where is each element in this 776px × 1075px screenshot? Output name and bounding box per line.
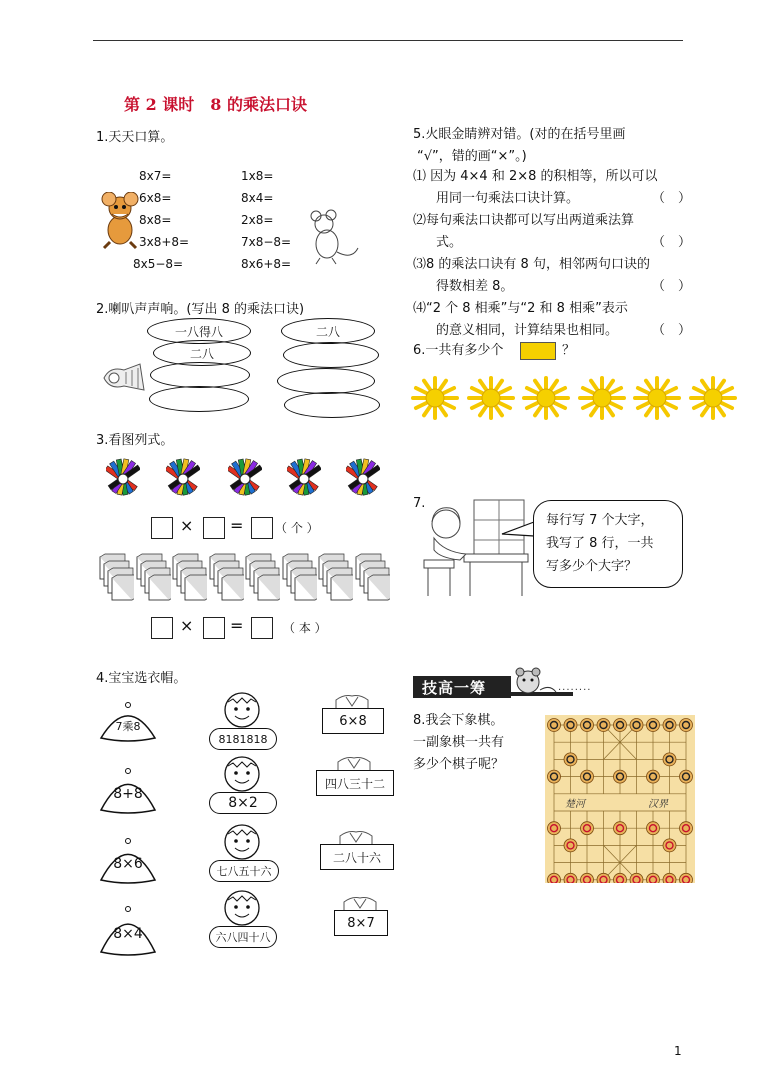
face-label[interactable]: 七八五十六 (209, 860, 279, 882)
pencil-bundle-icon (106, 455, 140, 501)
q1-left-eq: 6x8= (139, 191, 172, 205)
sun-icon (407, 375, 463, 421)
q2-oval[interactable]: 一八得八 (147, 318, 251, 344)
answer-paren[interactable]: （ ） (652, 235, 692, 250)
cap-item[interactable] (98, 766, 158, 814)
q1-left-eq: 3x8+8= (139, 235, 190, 249)
bubble-line-1: 每行写 7 个大字， (546, 513, 654, 528)
answer-box[interactable] (203, 517, 225, 539)
q5-heading-line2: “√”，错的画“×”。) (417, 149, 527, 164)
answer-box[interactable] (203, 617, 225, 639)
sun-icon (518, 375, 574, 421)
sun-icon (685, 375, 741, 421)
q8-line-3: 多少个棋子呢？ (413, 757, 505, 772)
bubble-line-2: 我写了 8 行，一共 (546, 536, 654, 551)
q5-item-line1: ⑴ 因为 4×4 和 2×8 的积相等，所以可以 (413, 169, 658, 184)
mouse-sketch-illustration (302, 208, 362, 268)
q1-heading: 1.天天口算。 (96, 130, 174, 145)
q2-oval[interactable] (284, 392, 380, 418)
sun-icon (574, 375, 630, 421)
q7-number: 7. (413, 496, 426, 511)
cap-label: 8×4 (113, 925, 143, 942)
q1-right-eq: 8x6+8= (241, 257, 292, 271)
unit-label: （ 本 ） (283, 621, 327, 635)
equals-sign: = (230, 516, 244, 535)
jerry-mouse-illustration (96, 192, 144, 250)
q4-heading: 4.宝宝选衣帽。 (96, 671, 187, 686)
book-stack-icon (135, 553, 171, 609)
book-stack-icon (208, 553, 244, 609)
q1-right-eq: 7x8−8= (241, 235, 292, 249)
times-sign: × (180, 616, 194, 635)
face-label[interactable]: 8×2 (209, 792, 277, 814)
q2-oval[interactable] (150, 362, 250, 388)
book-stack-icon (317, 553, 353, 609)
q1-right-eq: 1x8= (241, 169, 274, 183)
q8-line-1: 8.我会下象棋。 (413, 713, 504, 728)
book-stack-icon (354, 553, 390, 609)
unit-label: （ 个 ） (275, 521, 319, 535)
book-stack-icon (98, 553, 134, 609)
q2-oval[interactable]: 二八 (153, 340, 251, 366)
cap-label: 7乘8 (115, 719, 141, 733)
q6-heading: 6.一共有多少个 (413, 343, 504, 358)
q1-left-eq: 8x8= (139, 213, 172, 227)
q1-left-eq: 8x5−8= (133, 257, 184, 271)
q8-line-2: 一副象棋一共有 (413, 735, 505, 750)
girl-writing-illustration (420, 496, 532, 600)
river-left-label: 楚河 (565, 799, 585, 810)
river-right-label: 汉界 (648, 799, 668, 810)
q5-item-line1: ⑷“2 个 8 相乘”与“2 和 8 相乘”表示 (413, 301, 628, 316)
clothes-label[interactable]: 四八三十二 (316, 770, 394, 796)
q5-item-line1: ⑶8 的乘法口诀有 8 句，相邻两句口诀的 (413, 257, 650, 272)
bubble-tail (500, 520, 536, 540)
clothes-label[interactable]: 8×7 (334, 910, 388, 936)
times-sign: × (180, 516, 194, 535)
baby-face-icon (219, 754, 265, 792)
face-label[interactable]: 六八四十八 (209, 926, 277, 948)
pencil-bundle-icon (346, 455, 380, 501)
q2-heading: 2.喇叭声声响。(写出 8 的乘法口诀) (96, 302, 305, 317)
answer-paren[interactable]: （ ） (652, 191, 692, 206)
book-stack-icon (244, 553, 280, 609)
bubble-line-3: 写多少个大字？ (546, 559, 638, 574)
baby-face-icon (219, 690, 265, 728)
q5-item-line1: ⑵每句乘法口诀都可以写出两道乘法算 (413, 213, 635, 228)
speech-bubble (533, 500, 683, 588)
sun-box-icon (520, 342, 556, 360)
q5-item-line2: 式。 (436, 235, 463, 250)
answer-box[interactable] (251, 617, 273, 639)
answer-box[interactable] (151, 617, 173, 639)
clothes-label[interactable]: 6×8 (322, 708, 384, 734)
sun-icon (629, 375, 685, 421)
book-stack-icon (171, 553, 207, 609)
q3-heading: 3.看图列式。 (96, 433, 174, 448)
pencil-bundle-icon (228, 455, 262, 501)
q5-item-line2: 得数相差 8。 (436, 279, 514, 294)
baby-face-icon (219, 888, 265, 926)
q1-right-eq: 2x8= (241, 213, 274, 227)
face-label[interactable]: 8181818 (209, 728, 277, 750)
answer-box[interactable] (251, 517, 273, 539)
cap-item[interactable] (98, 904, 158, 956)
equals-sign: = (230, 616, 244, 635)
tiger-mascot-icon (510, 666, 560, 700)
q5-item-line2: 用同一句乘法口诀计算。 (436, 191, 580, 206)
answer-paren[interactable]: （ ） (652, 279, 692, 294)
q1-left-eq: 8x7= (139, 169, 172, 183)
q2-oval[interactable]: 二八 (281, 318, 375, 344)
clothes-label[interactable]: 二八十六 (320, 844, 394, 870)
pencil-bundle-icon (287, 455, 321, 501)
cap-item[interactable] (98, 700, 158, 742)
q1-right-eq: 8x4= (241, 191, 274, 205)
cap-label: 8+8 (113, 786, 143, 803)
cap-item[interactable] (98, 836, 158, 884)
sun-icon (463, 375, 519, 421)
q2-oval[interactable] (149, 386, 249, 412)
q2-oval[interactable] (277, 368, 375, 394)
answer-paren[interactable]: （ ） (652, 323, 692, 338)
pencil-bundle-icon (166, 455, 200, 501)
q5-item-line2: 的意义相同，计算结果也相同。 (436, 323, 619, 338)
cap-label: 8×6 (113, 856, 143, 873)
page-title: 第 2 课时 8 的乘法口诀 (124, 95, 307, 114)
q6-tail: ？ (562, 343, 576, 358)
header-rule (93, 40, 683, 41)
answer-box[interactable] (151, 517, 173, 539)
trumpet-illustration (100, 360, 152, 398)
q2-oval[interactable] (283, 342, 379, 368)
book-stack-icon (281, 553, 317, 609)
q5-heading-line1: 5.火眼金睛辨对错。(对的在括号里画 (413, 127, 626, 142)
baby-face-icon (219, 822, 265, 860)
banner-title: 技高一筹 (422, 679, 487, 697)
page-number: 1 (674, 1044, 682, 1058)
banner-dots: ········ (558, 685, 592, 696)
